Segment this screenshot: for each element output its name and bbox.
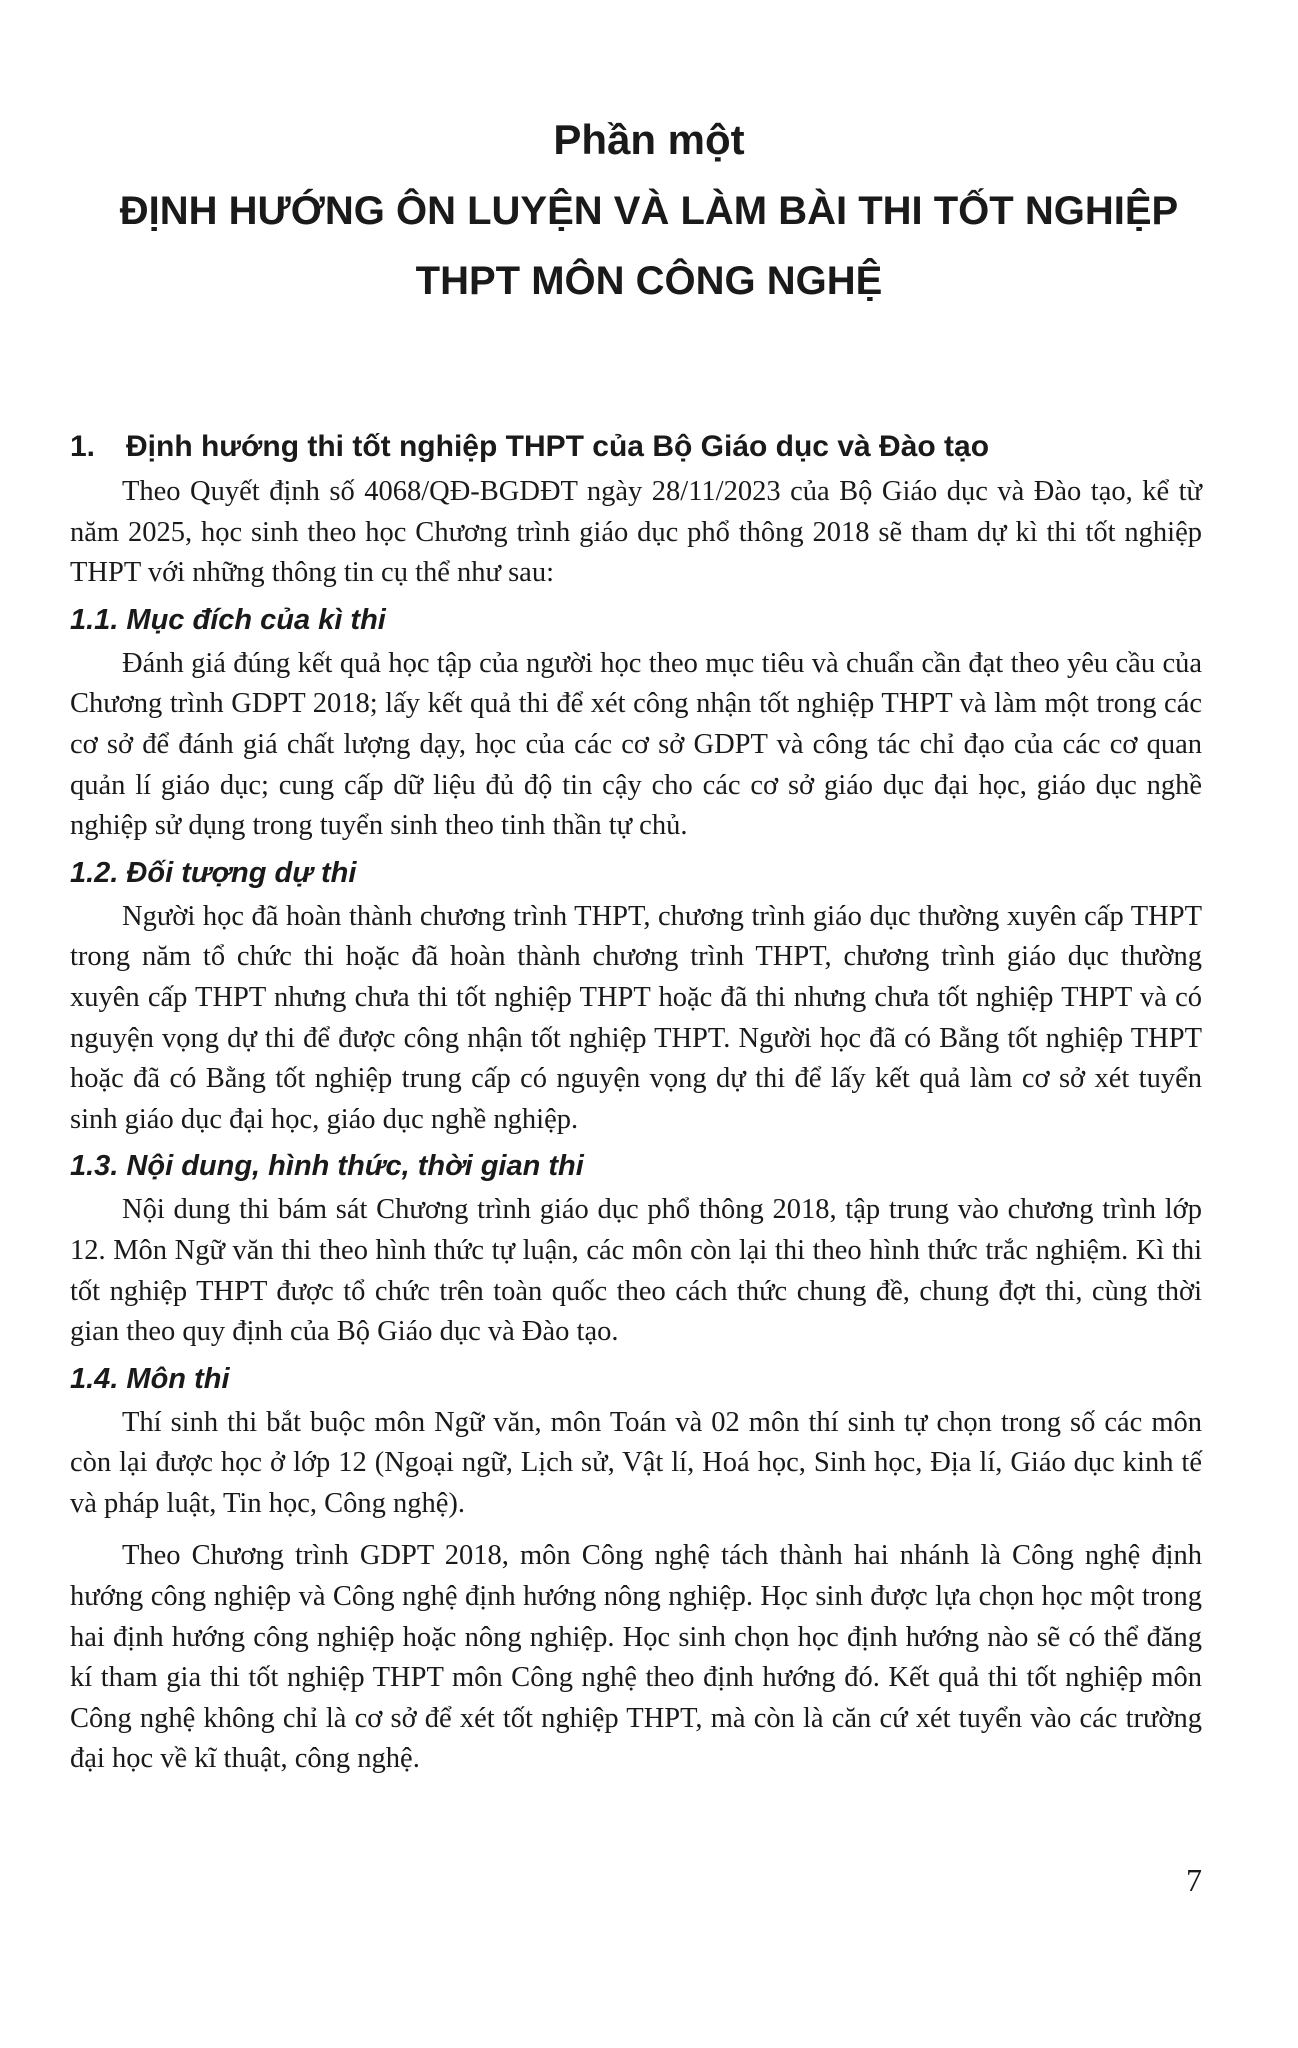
section-1-number: 1. [70, 430, 96, 463]
subsection-1-1-paragraph: Đánh giá đúng kết quả học tập của người học theo mục tiêu và chuẩn cần đạt theo yêu cầu của Chương trình GDPT 2018; lấy kết quả thi để xét công nhận tốt nghiệp THPT và làm một trong các cơ sở để đánh giá chất lượng dạy, học của các cơ sở GDPT và công tác chỉ đạo của các cơ quan quản lí giáo dục; cung cấp dữ liệu đủ độ tin cậy cho các cơ sở giáo dục đại học, giáo dục nghề nghiệp sử dụng trong tuyển sinh theo tinh thần tự chủ. [70, 647, 1202, 842]
main-heading-line-1: ĐỊNH HƯỚNG ÔN LUYỆN VÀ LÀM BÀI THI TỐT NGHIỆP [119, 189, 1179, 233]
subsection-1-4-paragraph-1: Thí sinh thi bắt buộc môn Ngữ văn, môn Toán và 02 môn thí sinh tự chọn trong số các môn còn lại được học ở lớp 12 (Ngoại ngữ, Lịch sử, Vật lí, Hoá học, Sinh học, Địa lí, Giáo dục kinh tế và pháp luật, Tin học, Công nghệ). [70, 1406, 1202, 1519]
page-content [70, 424, 1202, 1780]
section-1-intro: Theo Quyết định số 4068/QĐ-BGDĐT ngày 28/11/2023 của Bộ Giáo dục và Đào tạo, kể từ năm 2025, học sinh theo học Chương trình giáo dục phổ thông 2018 sẽ tham dự kì thi tốt nghiệp THPT với những thông tin cụ thể như sau: [70, 476, 1202, 589]
subsection-1-3-paragraph: Nội dung thi bám sát Chương trình giáo dục phổ thông 2018, tập trung vào chương trình lớp 12. Môn Ngữ văn thi theo hình thức tự luận, các môn còn lại thi theo hình thức trắc nghiệm. Kì thi tốt nghiệp THPT được tổ chức trên toàn quốc theo cách thức chung đề, chung đợt thi, cùng thời gian theo quy định của Bộ Giáo dục và Đào tạo. [70, 1194, 1202, 1348]
section-1-heading [70, 424, 1202, 470]
part-title: Phần một [553, 116, 745, 163]
subsection-1-3-title: 1.3. Nội dung, hình thức, thời gian thi [70, 1150, 584, 1183]
subsection-1-1-title: 1.1. Mục đích của kì thi [70, 603, 386, 636]
section-1-title: Định hướng thi tốt nghiệp THPT của Bộ Giáo dục và Đào tạo [126, 430, 990, 463]
subsection-1-4-paragraph-2: Theo Chương trình GDPT 2018, môn Công nghệ tách thành hai nhánh là Công nghệ định hướng công nghiệp và Công nghệ định hướng nông nghiệp. Học sinh được lựa chọn học một trong hai định hướng công nghiệp hoặc nông nghiệp. Học sinh chọn học định hướng nào sẽ có thể đăng kí tham gia thi tốt nghiệp THPT môn Công nghệ theo định hướng đó. Kết quả thi tốt nghiệp môn Công nghệ không chỉ là cơ sở để xét tốt nghiệp THPT, mà còn là căn cứ xét tuyển vào các trường đại học về kĩ thuật, công nghệ. [70, 1540, 1202, 1775]
subsection-1-4-title: 1.4. Môn thi [70, 1362, 230, 1395]
main-heading-line-2: THPT MÔN CÔNG NGHỆ [415, 259, 883, 303]
subsection-1-2-title: 1.2. Đối tượng dự thi [70, 856, 357, 889]
subsection-1-2-paragraph: Người học đã hoàn thành chương trình THPT, chương trình giáo dục thường xuyên cấp THPT trong năm tổ chức thi hoặc đã hoàn thành chương trình THPT, chương trình giáo dục thường xuyên cấp THPT nhưng chưa thi tốt nghiệp THPT hoặc đã thi nhưng chưa tốt nghiệp THPT và có nguyện vọng dự thi để được công nhận tốt nghiệp THPT. Người học đã có Bằng tốt nghiệp THPT hoặc đã có Bằng tốt nghiệp trung cấp có nguyện vọng dự thi để lấy kết quả làm cơ sở xét tuyển sinh giáo dục đại học, giáo dục nghề nghiệp. [70, 900, 1202, 1135]
page-number: 7 [1186, 1862, 1202, 1898]
